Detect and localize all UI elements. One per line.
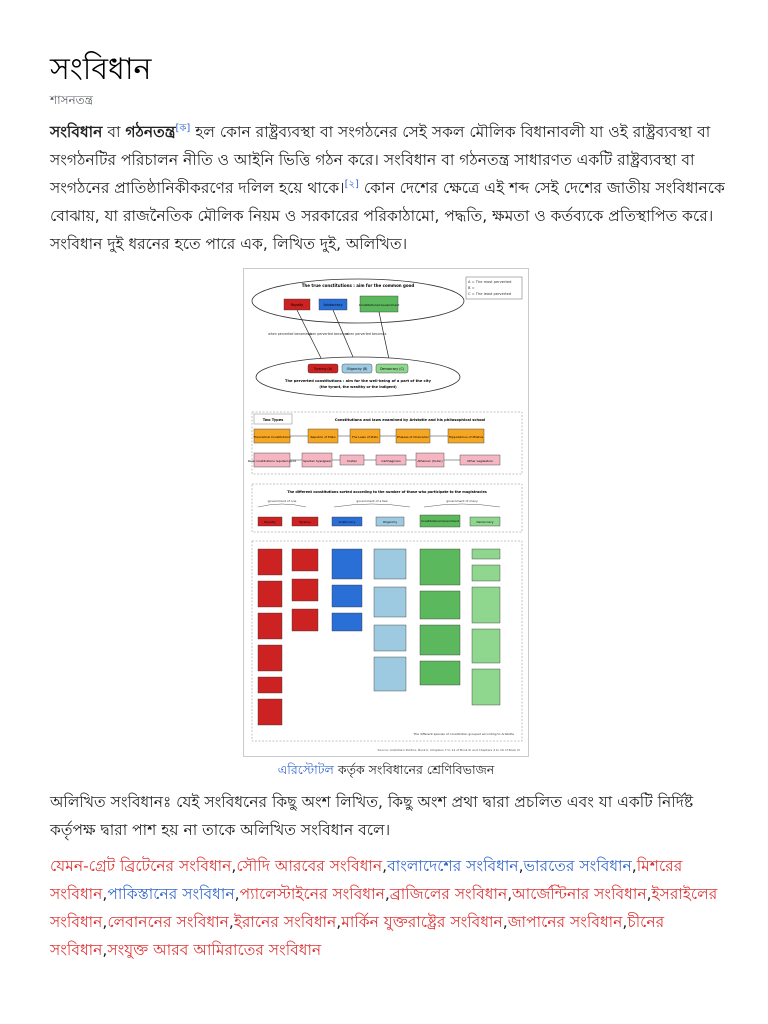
svg-text:government of one: government of one: [267, 499, 297, 503]
separator: ,: [102, 941, 108, 959]
unwritten-paragraph: অলিখিত সংবিধানঃ যেই সংবিধনের কিছু অংশ লিখিত, কিছু অংশ প্রথা দ্বারা প্রচলিত এবং যা একটি নির্দিষ্ট কর্তৃপক্ষ দ্বারা পাশ হয় না তাকে অলিখিত সংবিধান বলে।: [50, 793, 694, 839]
examples-prefix: যেমন-: [50, 857, 89, 875]
constitution-link[interactable]: লেবাননের সংবিধান: [107, 913, 229, 931]
classification-diagram: [244, 269, 528, 756]
constitution-link[interactable]: ইসরাইলের সংবিধান: [50, 885, 718, 931]
tyranny-label: Tyranny (A): [313, 367, 333, 371]
svg-text:Constitutions and laws examine: Constitutions and laws examined by Aristotle and his philosophical school: [334, 418, 486, 422]
svg-text:government of a few: government of a few: [356, 499, 388, 503]
separator: ,: [384, 885, 390, 903]
separator: ,: [507, 885, 513, 903]
svg-text:(the tyrant, the wealthy or th: (the tyrant, the wealthy or the indigent): [319, 385, 397, 389]
svg-text:Real constitutions reputed goo: Real constitutions reputed good: [248, 459, 296, 463]
svg-text:Hippodamus of Miletus: Hippodamus of Miletus: [448, 435, 484, 439]
svg-text:Theoretical Constitutions: Theoretical Constitutions: [253, 435, 291, 439]
page-subtitle: শাসনতন্ত্র: [50, 93, 94, 107]
svg-text:The different species of const: The different species of constitution grouped according to Aristotle: [413, 732, 514, 736]
svg-text:Spartan Syssigiaal: Spartan Syssigiaal: [303, 459, 331, 463]
constitution-link[interactable]: পাকিস্তানের সংবিধান: [107, 885, 235, 903]
oligarchy-label: Oligarchy (B): [346, 367, 368, 371]
constitution-link[interactable]: জাপানের সংবিধান: [507, 913, 623, 931]
aristotle-link[interactable]: এরিস্টোটল: [277, 762, 334, 777]
aristocracy-label: Aristocracy: [323, 303, 343, 307]
perverted-constitutions-ellipse: [256, 357, 460, 397]
constitutional-label: Constitutional Government: [358, 303, 400, 307]
svg-text:when perverted becomes: when perverted becomes: [307, 332, 349, 336]
svg-text:Phaleas of Chalcedon: Phaleas of Chalcedon: [396, 435, 430, 439]
separator: ,: [646, 885, 652, 903]
page-title: সংবিধান: [50, 52, 152, 87]
svg-text:Athenian (Solon): Athenian (Solon): [417, 459, 443, 463]
svg-text:when perverted becomes: when perverted becomes: [345, 332, 387, 336]
democracy-label: Democracy (C): [380, 367, 404, 371]
svg-text:Aristocracy: Aristocracy: [338, 520, 356, 524]
svg-text:when perverted becomes a: when perverted becomes a: [268, 332, 312, 336]
figure-caption: [243, 762, 529, 782]
constitution-link[interactable]: আর্জেন্টিনার সংবিধান: [512, 885, 647, 903]
constitution-link[interactable]: ভারতের সংবিধান: [523, 857, 632, 875]
intro-or: বা: [102, 123, 126, 141]
constitution-link[interactable]: বাংলাদেশের সংবিধান: [387, 857, 519, 875]
classification-figure[interactable]: [243, 268, 529, 757]
term-bold: সংবিধান: [50, 123, 103, 141]
svg-text:Republic of Plato: Republic of Plato: [310, 435, 336, 439]
examples-paragraph: [50, 852, 726, 964]
svg-text:Source: Aristotle's Politics,: Source: Aristotle's Politics, Book II, Chapters 7 to 14 of Book III and Chapters 4 to 16 of Book IV: [377, 748, 520, 752]
legend-line: B =: [468, 286, 475, 290]
separator: ,: [234, 885, 240, 903]
legend-line: C = The least perverted: [468, 292, 512, 296]
svg-text:Tyranny: Tyranny: [299, 520, 311, 524]
constitution-link[interactable]: মিশরের সংবিধান: [50, 857, 683, 903]
svg-text:The different constitutions so: The different constitutions sorted according to the number of those who participate to the magistracies: [287, 490, 487, 494]
intro-paragraph: [50, 118, 726, 258]
royalty-label: Royalty: [290, 303, 304, 307]
svg-text:Royalty: Royalty: [264, 520, 276, 524]
legend-line: A = The most perverted: [468, 280, 512, 284]
reference-link-1[interactable]: [ক]: [175, 122, 191, 134]
separator: ,: [102, 885, 108, 903]
svg-text:Carthaginian: Carthaginian: [381, 459, 401, 463]
separator: ,: [336, 913, 342, 931]
constitution-link[interactable]: সংযুক্ত আরব আমিরাতের সংবিধান: [107, 941, 322, 959]
constitution-link[interactable]: গ্রেট ব্রিটেনের সংবিধান: [88, 857, 232, 875]
constitution-link[interactable]: ব্রাজিলের সংবিধান: [389, 885, 508, 903]
examples-list: [50, 857, 717, 959]
svg-text:Other Legislators: Other Legislators: [467, 459, 493, 463]
separator: ,: [622, 913, 628, 931]
separator: ,: [102, 913, 108, 931]
svg-text:The perverted constitutions :: The perverted constitutions : aim for the well-being of a part of the city: [285, 379, 431, 383]
intro-text-2: কোন দেশের ক্ষেত্রে এই শব্দ সেই দেশের জাতীয় সংবিধানকে বোঝায়, যা রাজনৈতিক মৌলিক নিয়ম ও সরকারের পরিকাঠামো, পদ্ধতি, ক্ষমতা ও কর্তব্যকে প্রতিস্থাপিত করে। সংবিধান দুই ধরনের হতে পারে এক, লিখিত দুই, অলিখিত।: [50, 179, 725, 253]
constitution-link[interactable]: মার্কিন যুক্তরাষ্ট্রের সংবিধান: [341, 913, 503, 931]
separator: ,: [631, 857, 637, 875]
svg-text:Democracy: Democracy: [476, 520, 494, 524]
constitution-link[interactable]: চীনের সংবিধান: [50, 913, 665, 959]
constitution-link[interactable]: প্যালেস্টাইনের সংবিধান: [239, 885, 385, 903]
svg-text:government of many: government of many: [446, 499, 478, 503]
separator: ,: [518, 857, 524, 875]
svg-text:Oligarchy: Oligarchy: [382, 520, 398, 524]
constitution-link[interactable]: ইরানের সংবিধান: [233, 913, 337, 931]
reference-link-2[interactable]: [২]: [344, 178, 359, 190]
term-bold-2: গঠনতন্ত্র: [125, 123, 176, 141]
svg-text:Constitutional Government: Constitutional Government: [421, 519, 459, 523]
intro-text-1: হল কোন রাষ্ট্রব্যবস্থা বা সংগঠনের সেই সকল মৌলিক বিধানাবলী যা ওই রাষ্ট্রব্যবস্থা বা সংগঠনটির পরিচালন নীতি ও আইনি ভিত্তি গঠন করে। সংবিধান বা গঠনতন্ত্র সাধারণত একটি রাষ্ট্রব্যবস্থা বা সংগঠনের প্রাতিষ্ঠানিকীকরণের দলিল হয়ে থাকে।: [50, 123, 711, 197]
separator: ,: [231, 857, 237, 875]
separator: ,: [382, 857, 388, 875]
svg-text:Two Types: Two Types: [262, 418, 284, 422]
caption-text: কর্তৃক সংবিধানের শ্রেণিবিভাজন: [333, 762, 495, 777]
svg-text:The Laws of Plato: The Laws of Plato: [351, 435, 379, 439]
true-constitutions-title: The true constitutions : aim for the common good: [301, 283, 415, 288]
separator: ,: [502, 913, 508, 931]
constitution-link[interactable]: সৌদি আরবের সংবিধান: [236, 857, 383, 875]
svg-text:Cretan: Cretan: [346, 459, 358, 463]
separator: ,: [228, 913, 234, 931]
